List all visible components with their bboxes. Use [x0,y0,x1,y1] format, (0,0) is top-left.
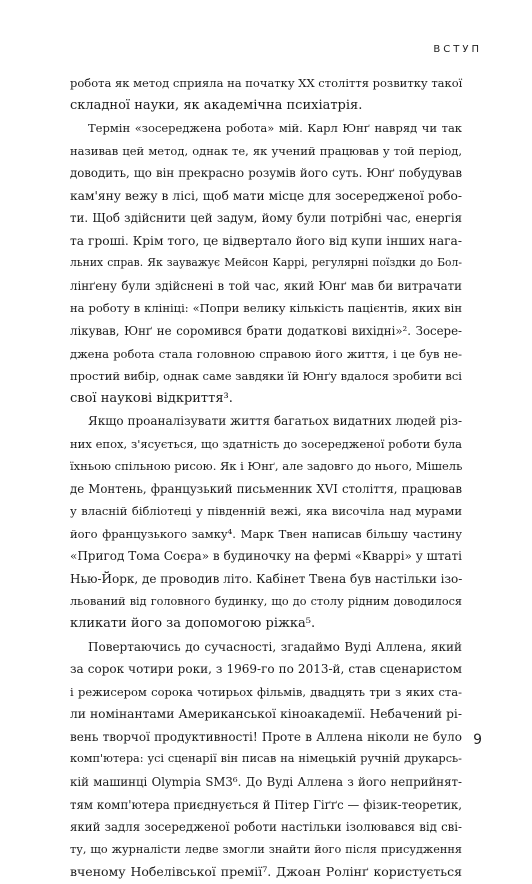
text-line: кам'яну вежу в лісі, щоб мати місце для зосередженої робо- [70,188,462,203]
text-line: де Монтень, французький письменник XVI століття, працював [70,481,462,496]
text-line: та гроші. Крім того, це відвертало його від купи інших нага- [70,233,462,248]
text-line: доводить, що він прекрасно розумів його суть. Юнґ побудував [70,166,462,181]
text-line: складної науки, як академічна психіатрія. [70,97,363,113]
text-line: кій машинці Olympia SM3⁶. До Вуді Аллена з його неприйнят- [70,774,462,789]
text-line: Термін «зосереджена робота» мій. Карл Юнґ навряд чи так [88,121,462,136]
text-line: ту, що журналісти ледве змогли знайти його після присудження [70,842,462,856]
text-line: простий вибір, однак саме завдяки їй Юнґу вдалося зробити всі [70,369,462,384]
text-line: який задля зосередженої роботи настільки ізолювався від сві- [70,820,462,835]
text-line: тям комп'ютера приєднується й Пітер Гіґґс — фізик-теоретик, [70,797,462,812]
text-line: комп'ютера: усі сценарії він писав на німецькій ручній друкарсь- [70,752,462,766]
text-line: кликати його за допомогою ріжка⁵. [70,616,316,632]
text-line: робота як метод сприяла на початку XX століття розвитку такої [70,76,463,90]
text-line: льних справ. Як зауважує Мейсон Каррі, регулярні поїздки до Бол- [70,256,462,270]
text-line: свої наукові відкриття³. [70,390,233,406]
page-number: 9 [473,732,482,748]
text-line: і режисером сорока чотирьох фільмів, двадцять три з яких ста- [70,684,462,699]
text-line: вень творчої продуктивності! Проте в Аллена ніколи не було [70,729,462,744]
body-text [70,72,462,884]
text-line: них епох, з'ясується, що здатність до зосередженої роботи була [70,436,462,451]
text-line: їхньою спільною рисою. Як і Юнґ, але задовго до нього, Мішель [70,459,463,474]
text-line: вченому Нобелівської премії⁷. Джоан Ролінґ користується [70,864,462,880]
text-line: ли номінантами Американської кіноакадемії. Небачений рі- [70,707,462,722]
text-line: на роботу в клініці: «Попри велику кількість пацієнтів, яких він [70,301,462,316]
text-line: називав цей метод, однак те, як учений працював у той період, [70,143,462,158]
text-line: лінґену були здійснені в той час, який Юнґ мав би витрачати [70,278,462,293]
running-header: ВСТУП [433,44,482,55]
text-line: за сорок чотири роки, з 1969-го по 2013-й, став сценаристом [70,662,462,677]
text-line: Нью-Йорк, де проводив літо. Кабінет Твена був настільки ізо- [70,572,463,587]
text-line: «Пригод Тома Соєра» в будиночку на фермі «Кваррі» у штаті [70,549,462,564]
text-line: у власній бібліотеці у південній вежі, яка височіла над мурами [70,504,462,519]
text-line: Якщо проаналізувати життя багатьох видатних людей різ- [88,414,462,429]
text-line: льований від головного будинку, що до столу рідним доводилося [70,594,462,608]
text-line: Повертаючись до сучасності, згадаймо Вуді Аллена, який [88,639,462,654]
text-line: його французького замку⁴. Марк Твен написав більшу частину [70,526,462,541]
text-line: ти. Щоб здійснити цей задум, йому були потрібні час, енергія [70,211,462,226]
text-line: лікував, Юнґ не соромився брати додаткові вихідні»². Зосере- [70,324,462,339]
text-line: джена робота стала головною справою його життя, і це був не- [70,346,462,361]
